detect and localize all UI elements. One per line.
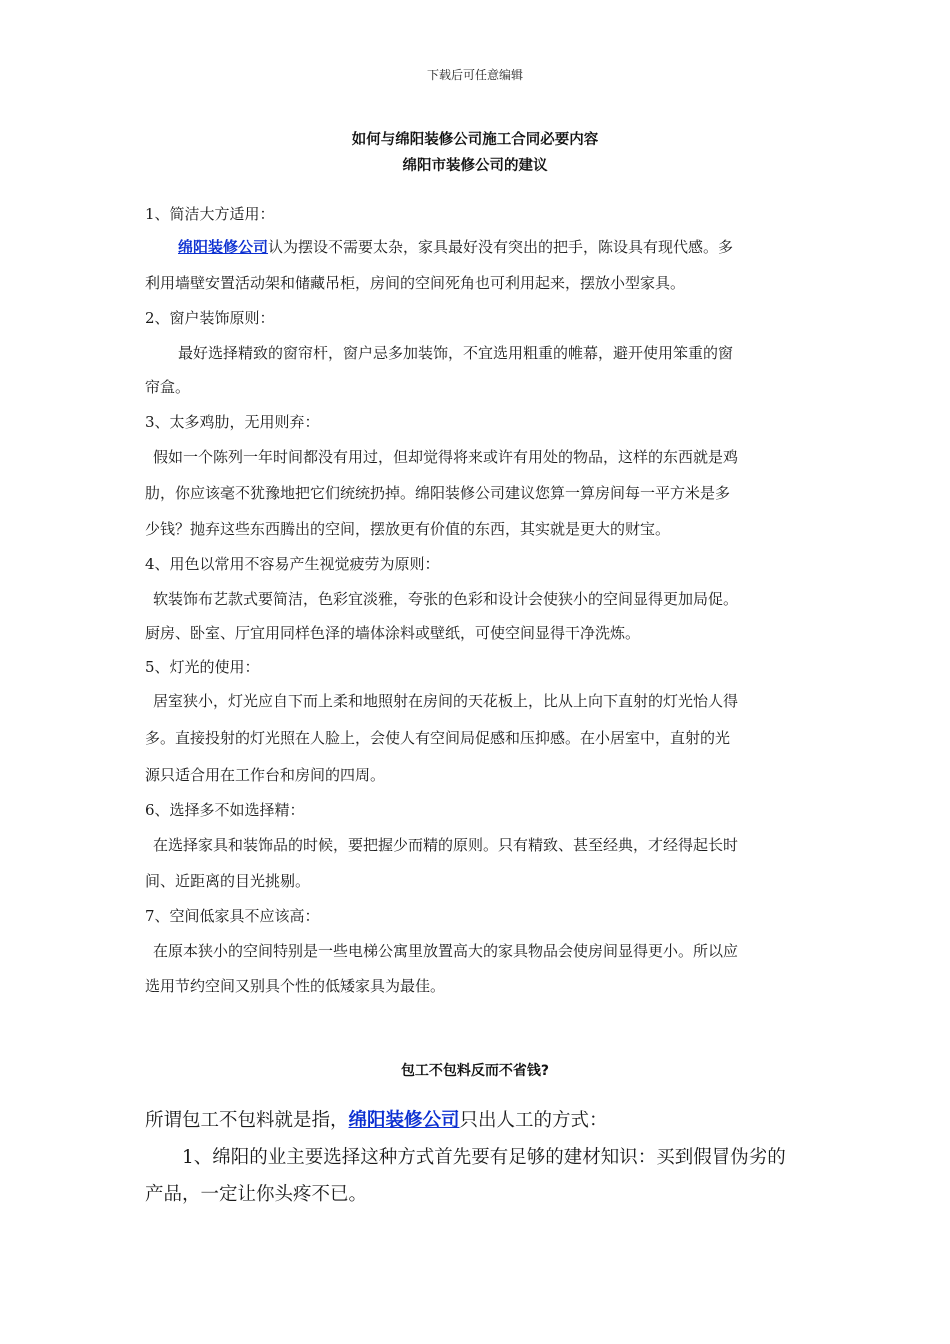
item-3-line-1: 假如一个陈列一年时间都没有用过，但却觉得将来或许有用处的物品，这样的东西就是鸡 [153, 448, 739, 466]
item-4-line-2: 厨房、卧室、厅宜用同样色泽的墙体涂料或壁纸，可使空间显得干净洗炼。 [145, 624, 641, 642]
section-2-intro-prefix: 所谓包工不包料就是指， [145, 1110, 349, 1131]
section-2-intro [145, 1106, 608, 1132]
item-2-line-2: 帘盒。 [145, 378, 191, 396]
item-7-line-2: 选用节约空间又别具个性的低矮家具为最佳。 [145, 977, 446, 995]
item-1-line-1 [178, 236, 733, 257]
item-4-line-1: 软装饰布艺款式要简洁，色彩宜淡雅，夸张的色彩和设计会使狭小的空间显得更加局促。 [153, 590, 739, 608]
item-2-line-1: 最好选择精致的窗帘杆，窗户忌多加装饰，不宜选用粗重的帷幕，避开使用笨重的窗 [178, 344, 734, 362]
document-title: 如何与绵阳装修公司施工合同必要内容 [351, 132, 599, 148]
item-1-heading: 1、简洁大方适用： [145, 205, 275, 223]
section-2-title: 包工不包料反而不省钱? [400, 1063, 550, 1079]
company-link[interactable]: 绵阳装修公司 [178, 238, 269, 256]
item-1-line-1-text: 认为摆设不需要太杂，家具最好没有突出的把手，陈设具有现代感。多 [268, 238, 734, 256]
item-1-line-2: 利用墙壁安置活动架和储藏吊柜，房间的空间死角也可利用起来，摆放小型家具。 [145, 274, 686, 292]
item-7-heading: 7、空间低家具不应该高： [145, 907, 320, 925]
item-4-heading: 4、用色以常用不容易产生视觉疲劳为原则： [145, 555, 440, 573]
item-7-line-1: 在原本狭小的空间特别是一些电梯公寓里放置高大的家具物品会使房间显得更小。所以应 [153, 942, 739, 960]
item-3-line-3: 少钱？抛弃这些东西腾出的空间，摆放更有价值的东西，其实就是更大的财宝。 [145, 520, 671, 538]
company-link-2[interactable]: 绵阳装修公司 [348, 1110, 460, 1131]
section-2-intro-suffix: 只出人工的方式： [459, 1110, 608, 1131]
item-2-heading: 2、窗户装饰原则： [145, 309, 275, 327]
item-6-line-1: 在选择家具和装饰品的时候，要把握少而精的原则。只有精致、甚至经典，才经得起长时 [153, 836, 739, 854]
section-2-point-1-line-1: 1、绵阳的业主要选择这种方式首先要有足够的建材知识：买到假冒伪劣的 [182, 1147, 786, 1168]
item-3-line-2: 肋，你应该毫不犹豫地把它们统统扔掉。绵阳装修公司建议您算一算房间每一平方米是多 [145, 484, 731, 502]
item-5-line-1: 居室狭小，灯光应自下而上柔和地照射在房间的天花板上，比从上向下直射的灯光怡人得 [153, 692, 739, 710]
document-subtitle: 绵阳市装修公司的建议 [402, 158, 548, 174]
item-5-line-3: 源只适合用在工作台和房间的四周。 [145, 766, 386, 784]
item-6-line-2: 间、近距离的目光挑剔。 [145, 872, 311, 890]
item-5-heading: 5、灯光的使用： [145, 658, 260, 676]
page-header-note: 下载后可任意编辑 [426, 68, 523, 82]
item-5-line-2: 多。直接投射的灯光照在人脸上，会使人有空间局促感和压抑感。在小居室中，直射的光 [145, 729, 731, 747]
item-6-heading: 6、选择多不如选择精： [145, 801, 305, 819]
item-3-heading: 3、太多鸡肋，无用则弃： [145, 413, 320, 431]
section-2-point-1-line-2: 产品，一定让你头疼不已。 [145, 1184, 368, 1205]
